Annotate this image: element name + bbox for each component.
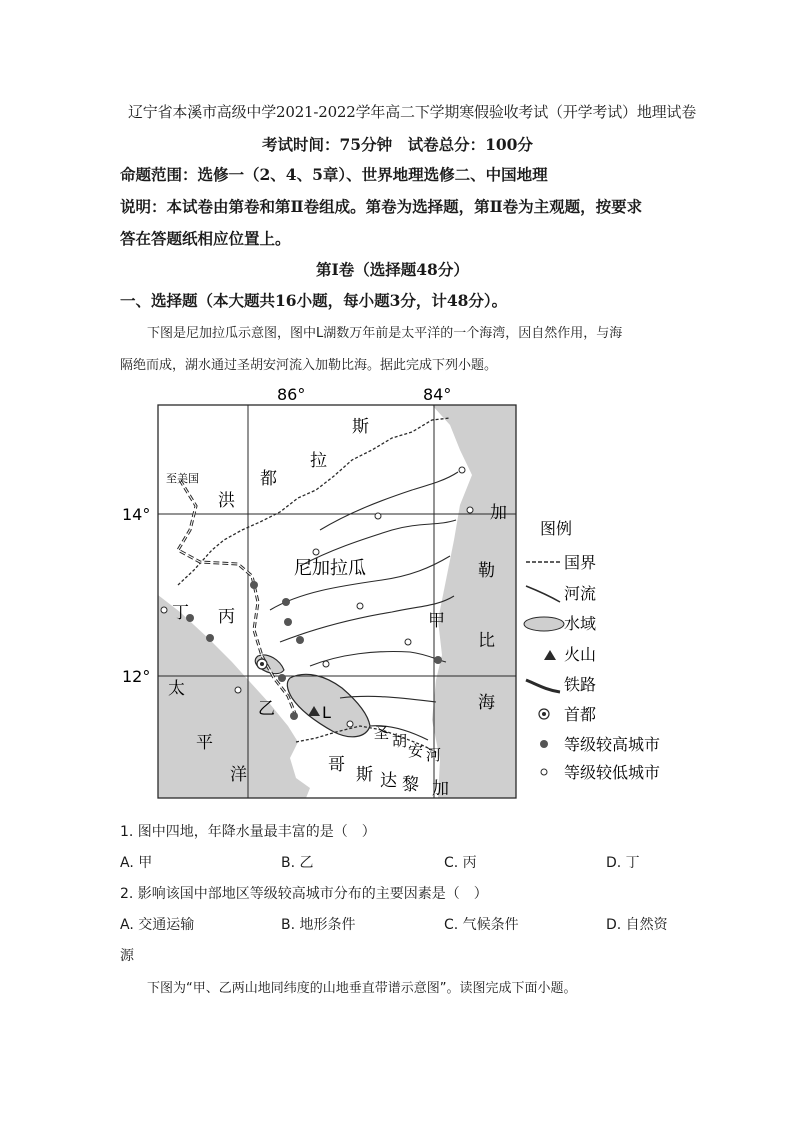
label-san-juan-2: 胡 [392,732,408,750]
label-honduras-1: 洪 [218,491,235,511]
label-bing: 丙 [218,607,235,627]
label-lat-14: 14° [122,505,151,524]
question-2-option-d: D. 自然资 [606,917,668,933]
label-costa-rica-3: 达 [380,771,397,791]
part-title: 第Ⅰ卷（选择题48分） [316,260,469,279]
label-san-juan-4: 河 [426,746,442,764]
legend-city-low: 等级较低城市 [564,763,661,782]
legend-border: 国界 [564,553,597,572]
nicaragua-map [120,380,680,805]
legend-city-low-symbol [541,769,547,775]
question-2-option-b: B. 地形条件 [281,917,356,933]
legend-city-high: 等级较高城市 [564,735,661,754]
label-costa-rica-4: 黎 [402,775,419,795]
label-costa-rica-1: 哥 [328,755,345,775]
label-costa-rica-2: 斯 [356,765,373,785]
label-caribbean-2: 勒 [478,561,495,581]
label-lon-86: 86° [277,385,306,404]
label-honduras-3: 拉 [310,451,327,471]
intro-line1: 下图是尼加拉瓜示意图，图中L湖数万年前是太平洋的一个海湾，因自然作用，与海 [147,326,623,341]
label-lon-84: 84° [423,385,452,404]
question-1-stem: 1. 图中四地，年降水量最丰富的是（ ） [120,824,376,840]
question-1-option-d: D. 丁 [606,855,640,871]
next-intro: 下图为“甲、乙两山地同纬度的山地垂直带谱示意图”。读图完成下面小题。 [147,981,577,996]
section-heading: 一、选择题（本大题共16小题，每小题3分，计48分）。 [120,291,508,310]
exam-note-line2: 答在答题纸相应位置上。 [120,229,291,248]
label-caribbean-4: 海 [478,693,495,713]
question-2-option-c: C. 气候条件 [444,917,519,933]
legend-water-symbol [524,617,564,631]
label-nicaragua: 尼加拉瓜 [294,558,366,579]
exam-note-line1: 说明：本试卷由第卷和第Ⅱ卷组成。第卷为选择题，第Ⅱ卷为主观题，按要求 [120,197,643,216]
question-1-option-a: A. 甲 [120,855,153,871]
legend-city-high-symbol [540,740,548,748]
label-lake-l: L [322,703,331,722]
question-2-option-d-wrap: 源 [120,948,134,964]
label-pacific-3: 洋 [230,765,247,785]
label-yi: 乙 [258,699,275,719]
legend-water: 水域 [564,614,597,633]
question-1-option-c: C. 丙 [444,855,477,871]
label-caribbean-1: 加 [490,503,507,523]
legend [524,519,660,782]
label-costa-rica-5: 加 [432,779,449,799]
exam-title: 辽宁省本溪市高级中学2021-2022学年高二下学期寒假验收考试（开学考试）地理试卷 [128,103,697,121]
question-1-option-b: B. 乙 [281,855,314,871]
label-honduras-4: 斯 [352,417,369,437]
label-lat-12: 12° [122,667,151,686]
question-2-option-a: A. 交通运输 [120,917,195,933]
legend-capital: 首都 [564,705,597,724]
label-caribbean-3: 比 [478,631,495,651]
legend-railway-symbol [526,680,560,692]
label-san-juan-1: 圣 [374,724,390,742]
label-pacific-2: 平 [196,733,213,753]
exam-scope: 命题范围：选修一（2、4、5章）、世界地理选修二、中国地理 [120,165,548,184]
exam-time-score: 考试时间：75分钟 试卷总分：100分 [262,135,533,154]
legend-river-symbol [526,586,560,602]
label-jia: 甲 [428,611,445,631]
question-2-stem: 2. 影响该国中部地区等级较高城市分布的主要因素是（ ） [120,886,488,902]
label-to-usa: 至美国 [166,472,199,485]
label-honduras-2: 都 [260,469,277,489]
legend-river: 河流 [564,584,597,603]
intro-line2: 隔绝而成，湖水通过圣胡安河流入加勒比海。据此完成下列小题。 [120,358,498,373]
legend-title: 图例 [540,519,573,538]
legend-volcano: 火山 [564,645,597,664]
label-pacific-1: 太 [168,679,185,699]
capital-symbol [257,659,267,669]
legend-railway: 铁路 [564,675,597,694]
label-san-juan-3: 安 [408,742,424,760]
label-ding: 丁 [172,603,189,623]
legend-volcano-symbol [544,650,556,660]
